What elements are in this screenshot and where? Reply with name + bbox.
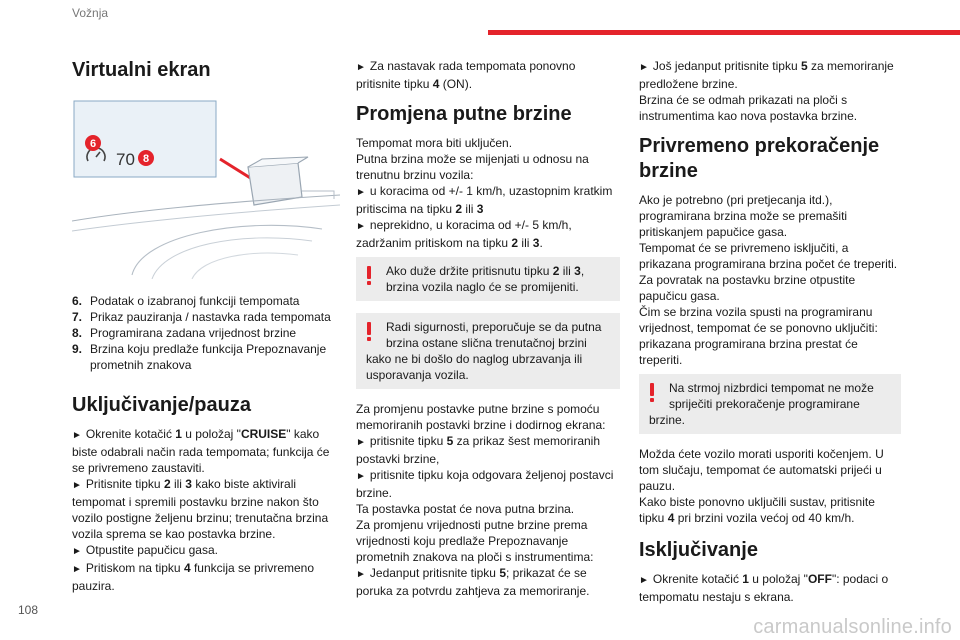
paragraph: ► Pritiskom na tipku 4 funkcija se privremeno pauzira. <box>72 561 315 593</box>
callout-6-label: 6 <box>89 138 97 150</box>
list-item: 7. Prikaz pauziranja / nastavka rada tempomata <box>72 310 331 324</box>
paragraph: Putna brzina može se mijenjati u odnosu na trenutnu brzinu vozila: <box>356 152 589 182</box>
heading-ukljucivanje: Uključivanje/pauza <box>72 394 251 416</box>
paragraph: ► Još jedanput pritisnite tipku 5 za memoriranje predložene brzine. <box>639 59 894 91</box>
speed-value: 70 <box>116 150 135 169</box>
column-2 <box>356 58 620 599</box>
paragraph: Brzina će se odmah prikazati na ploči s instrumentima kao nova postavka brzine. <box>639 93 858 123</box>
paragraph: ► u koracima od +/- 1 km/h, uzastopnim kratkim pritiscima na tipku 2 ili 3 <box>356 184 613 216</box>
warning-box: Ako duže držite pritisnutu tipku 2 ili 3, brzina vozila naglo će se promijeniti. <box>356 257 620 301</box>
watermark: carmanualsonline.info <box>753 616 952 638</box>
paragraph: ► Otpustite papučicu gasa. <box>72 543 218 557</box>
paragraph: ► Jedanput pritisnite tipku 5; prikazat će se poruka za potvrdu zahtjeva za memoriranje. <box>356 566 590 598</box>
paragraph: Za promjenu postavke putne brzine s pomoću memoriranih postavki brzine i dodirnog ekrana: <box>356 402 606 432</box>
paragraph: Za promjenu vrijednosti putne brzine prema vrijednosti koju predlaže Prepoznavanje prometnih znakova na ploči s instrumentima: <box>356 518 594 564</box>
pointer-line <box>220 159 252 179</box>
header-accent-bar <box>488 30 960 35</box>
list-item: 8. Programirana zadana vrijednost brzine <box>72 326 297 340</box>
paragraph: ► neprekidno, u koracima od +/- 5 km/h, zadržanim pritiskom na tipku 2 ili 3. <box>356 218 572 250</box>
warning-icon <box>649 383 655 403</box>
paragraph: ► Pritisnite tipku 2 ili 3 kako biste aktivirali tempomat i spremili postavku brzine nakon što vozilo postigne željenu brzinu; trenutačna brzina vozila sprema se kao postavka brzine. <box>72 477 329 541</box>
paragraph: Tempomat mora biti uključen. <box>356 136 513 150</box>
paragraph: Tempomat će se privremeno isključiti, a prikazana programirana brzina počet će treperiti. <box>639 241 898 271</box>
heading-virtualni-ekran: Virtualni ekran <box>72 59 211 81</box>
paragraph: ► pritisnite tipku koja odgovara željenoj postavci brzine. <box>356 468 614 500</box>
paragraph: Možda ćete vozilo morati usporiti kočenjem. U tom slučaju, tempomat će automatski prijeći u pauzu. <box>639 447 884 493</box>
heading-iskljucivanje: Isključivanje <box>639 539 758 561</box>
heading-privremeno-prekoracenje: Privremeno prekoračenje brzine <box>639 135 880 182</box>
callout-8-label: 8 <box>142 153 150 165</box>
warning-box: Radi sigurnosti, preporučuje se da putna brzina ostane slična trenutačnoj brzini kako ne bi došlo do naglog ubrzavanja ili usporavanja vozila. <box>356 313 620 389</box>
dashboard-drawing <box>72 99 340 279</box>
paragraph: Ta postavka postat će nova putna brzina. <box>356 502 575 516</box>
paragraph: Kako biste ponovno uključili sustav, pritisnite tipku 4 pri brzini vozila većoj od 40 km/h. <box>639 495 875 525</box>
virtual-screen-illustration <box>72 99 340 279</box>
paragraph: Čim se brzina vozila spusti na programiranu vrijednost, tempomat će se ponovno uključiti: prikazana programirana brzina prestat će treperiti. <box>639 305 878 367</box>
page-number: 108 <box>18 603 39 617</box>
paragraph: ► Okrenite kotačić 1 u položaj "CRUISE" kako biste odabrali način rada tempomata; funkcija će se privremeno zaustaviti. <box>72 427 330 475</box>
warning-icon <box>366 266 372 286</box>
legend-list <box>72 293 340 373</box>
column-3 <box>639 58 901 605</box>
heading-promjena-brzine: Promjena putne brzine <box>356 103 572 125</box>
paragraph: Ako je potrebno (pri pretjecanja itd.), programirana brzina može se premašiti pritiskanjem papučice gasa. <box>639 193 848 239</box>
warning-icon <box>366 322 372 342</box>
column-1 <box>72 58 340 594</box>
paragraph: Za povratak na postavku brzine otpustite papučicu gasa. <box>639 273 856 303</box>
section-header: Vožnja <box>72 6 109 20</box>
paragraph: ► pritisnite tipku 5 za prikaz šest memoriranih postavki brzine, <box>356 434 601 466</box>
paragraph: ► Okrenite kotačić 1 u položaj "OFF": podaci o tempomatu nestaju s ekrana. <box>639 572 889 604</box>
warning-box: Na strmoj nizbrdici tempomat ne može spriječiti prekoračenje programirane brzine. <box>639 374 901 434</box>
paragraph: ► Za nastavak rada tempomata ponovno pritisnite tipku 4 (ON). <box>356 59 576 91</box>
hud-unit <box>248 163 302 205</box>
list-item: 6. Podatak o izabranoj funkciji tempomata <box>72 294 300 308</box>
list-item: 9. Brzina koju predlaže funkcija Prepoznavanje prometnih znakova <box>72 342 327 372</box>
